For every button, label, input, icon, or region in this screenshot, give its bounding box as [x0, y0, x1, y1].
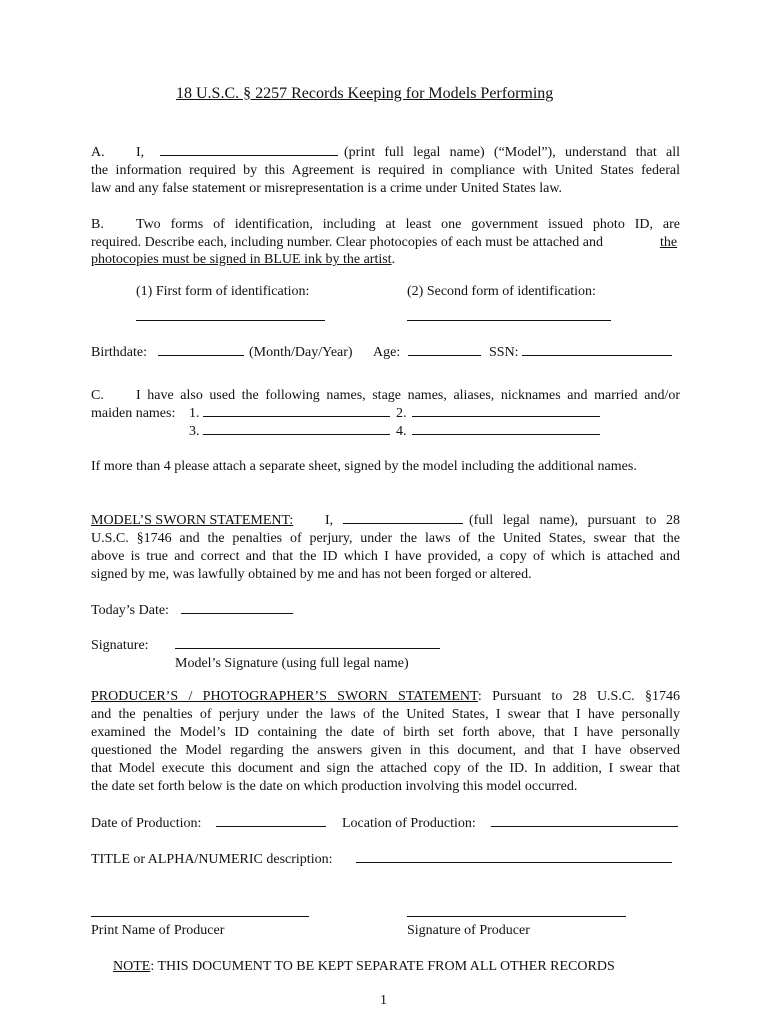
second-id-field[interactable] — [407, 320, 611, 321]
producer-statement-text-3: examined the Model’s ID containing the date of birth set forth above, that I have personally — [91, 725, 680, 740]
production-location-label: Location of Production: — [342, 816, 476, 831]
model-signature-caption: Model’s Signature (using full legal name) — [175, 656, 409, 671]
section-b-text-1: Two forms of identification, including at least one government issued photo ID, are — [136, 217, 680, 232]
separation-note — [113, 957, 615, 976]
production-date-label: Date of Production: — [91, 816, 202, 831]
section-b-period: . — [391, 252, 396, 267]
alias-field-4[interactable] — [412, 434, 600, 435]
section-c-letter: C. — [91, 388, 104, 403]
age-label: Age: — [373, 345, 401, 360]
section-b-blue-ink-note: photocopies must be signed in BLUE ink by the artist — [91, 252, 392, 267]
note-label: NOTE — [113, 959, 151, 974]
additional-names-note: If more than 4 please attach a separate sheet, signed by the model including the additional names. — [91, 459, 637, 474]
title-description-field[interactable] — [356, 862, 672, 863]
birthdate-format: (Month/Day/Year) — [249, 345, 353, 360]
producer-print-name-caption: Print Name of Producer — [91, 923, 225, 938]
model-statement-heading: MODEL’S SWORN STATEMENT: — [91, 513, 294, 528]
signature-label: Signature: — [91, 638, 149, 653]
producer-statement-heading: PRODUCER’S / PHOTOGRAPHER’S SWORN STATEMENT — [91, 689, 478, 704]
section-a-i: I, — [136, 145, 145, 160]
model-statement-text-4: signed by me, was lawfully obtained by me and has not been forged or altered. — [91, 567, 532, 582]
alias-number-2: 2. — [396, 406, 407, 421]
alias-number-4: 4. — [396, 424, 407, 439]
producer-statement-text-4: questioned the Model regarding the answers given in this document, and that I have observed — [91, 743, 680, 758]
alias-number-3: 3. — [189, 424, 200, 439]
first-id-label: (1) First form of identification: — [136, 284, 310, 299]
note-text: : THIS DOCUMENT TO BE KEPT SEPARATE FROM ALL OTHER RECORDS — [150, 959, 615, 974]
ssn-label: SSN: — [489, 345, 519, 360]
producer-print-name-field[interactable] — [91, 916, 309, 917]
model-name-field[interactable] — [160, 155, 338, 156]
birthdate-label: Birthdate: — [91, 345, 147, 360]
producer-signature-caption: Signature of Producer — [407, 923, 530, 938]
model-statement-i: I, — [325, 513, 334, 528]
section-b-text-2: required. Describe each, including number. Clear photocopies of each must be attached and — [91, 235, 603, 250]
producer-statement-text-5: that Model execute this document and sign the attached copy of the ID. In addition, I swear that — [91, 761, 680, 776]
birthdate-field[interactable] — [158, 355, 244, 356]
document-title: 18 U.S.C. § 2257 Records Keeping for Models Performing — [176, 85, 554, 102]
model-statement-name-field[interactable] — [343, 523, 463, 524]
alias-field-3[interactable] — [203, 434, 390, 435]
page-number: 1 — [380, 993, 387, 1008]
producer-statement-text-2: and the penalties of perjury under the laws of the United States, I swear that I have personally — [91, 707, 680, 722]
section-a-text-3: law and any false statement or misrepresentation is a crime under United States law. — [91, 181, 563, 196]
producer-signature-field[interactable] — [407, 916, 626, 917]
model-statement-text-1: (full legal name), pursuant to 28 — [469, 513, 680, 528]
section-b-letter: B. — [91, 217, 104, 232]
ssn-field[interactable] — [522, 355, 672, 356]
alias-number-1: 1. — [189, 406, 200, 421]
section-a-letter: A. — [91, 145, 105, 160]
model-signature-field[interactable] — [175, 648, 440, 649]
section-c-text-1: I have also used the following names, stage names, aliases, nicknames and married and/or — [136, 388, 680, 403]
section-a-text-1: (print full legal name) (“Model”), understand that all — [344, 145, 680, 160]
todays-date-label: Today’s Date: — [91, 603, 169, 618]
model-statement-text-2: U.S.C. §1746 and the penalties of perjury, under the laws of the United States, swear that the — [91, 531, 680, 546]
second-id-label: (2) Second form of identification: — [407, 284, 596, 299]
production-date-field[interactable] — [216, 826, 326, 827]
todays-date-field[interactable] — [181, 613, 293, 614]
section-a-text-2: the information required by this Agreement is required in compliance with United States federal — [91, 163, 680, 178]
producer-statement-text-1: : Pursuant to 28 U.S.C. §1746 — [477, 689, 680, 704]
model-statement-text-3: above is true and correct and that the ID which I have provided, a copy of which is attached and — [91, 549, 680, 564]
producer-statement-text-6: the date set forth below is the date on which production involving this model occurred. — [91, 779, 578, 794]
title-description-label: TITLE or ALPHA/NUMERIC description: — [91, 852, 333, 867]
age-field[interactable] — [408, 355, 481, 356]
production-location-field[interactable] — [491, 826, 678, 827]
maiden-names-label: maiden names: — [91, 406, 176, 421]
alias-field-1[interactable] — [203, 416, 390, 417]
alias-field-2[interactable] — [412, 416, 600, 417]
section-b-text-2-underlined: the — [660, 235, 678, 250]
first-id-field[interactable] — [136, 320, 325, 321]
